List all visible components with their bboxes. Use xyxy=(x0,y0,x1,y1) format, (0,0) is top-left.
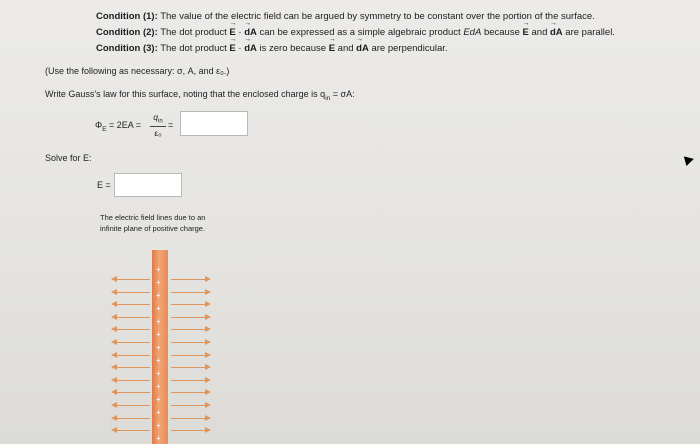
caption-line-2: infinite plane of positive charge. xyxy=(100,224,206,233)
gauss-mid: = 2EA = xyxy=(106,120,142,130)
gauss-answer-input[interactable] xyxy=(180,111,248,136)
condition-2-label: Condition (2): xyxy=(96,27,158,38)
condition-2-because: because xyxy=(481,27,523,38)
plus-charge-icon: + xyxy=(156,395,161,404)
condition-1 xyxy=(96,11,595,22)
vector-da: → dA xyxy=(244,27,257,38)
field-arrow-right-icon xyxy=(171,380,207,381)
plus-charge-icon: + xyxy=(156,317,161,326)
plus-charge-icon: + xyxy=(156,421,161,430)
condition-1-label: Condition (1): xyxy=(96,11,158,22)
and-word: and xyxy=(335,43,357,54)
field-arrow-left-icon xyxy=(115,292,150,293)
field-arrow-right-icon xyxy=(171,392,207,393)
numerator-sub: in xyxy=(158,118,163,125)
field-arrow-left-icon xyxy=(115,342,150,343)
eda-term: EdA xyxy=(463,27,482,38)
instruction-sub: in xyxy=(325,94,331,102)
use-following-note: (Use the following as necessary: σ, A, and ε₀.) xyxy=(45,66,230,76)
fraction-denominator: ε₀ xyxy=(154,127,162,138)
condition-3-post: is zero because xyxy=(256,43,329,54)
e-answer-input[interactable] xyxy=(114,173,182,197)
condition-3 xyxy=(96,43,448,54)
field-arrow-right-icon xyxy=(171,405,207,406)
charged-plane xyxy=(152,250,168,444)
field-arrow-left-icon xyxy=(115,367,150,368)
plus-charge-icon: + xyxy=(156,408,161,417)
plus-charge-icon: + xyxy=(156,330,161,339)
field-arrow-left-icon xyxy=(115,279,150,280)
field-arrow-left-icon xyxy=(115,405,150,406)
fraction-bar xyxy=(150,126,166,127)
vector-da: → dA xyxy=(550,27,563,38)
flux-sub: E xyxy=(102,125,107,133)
instruction-text: Write Gauss's law for this surface, noting that the enclosed charge is q xyxy=(45,89,326,99)
equals-sign: = xyxy=(168,120,174,130)
and-word: and xyxy=(528,27,550,38)
e-equals-label: E = xyxy=(97,180,111,190)
plus-charge-icon: + xyxy=(156,304,161,313)
vector-e: → E xyxy=(229,43,235,54)
field-arrow-right-icon xyxy=(171,418,207,419)
condition-2-end: are parallel. xyxy=(562,27,615,38)
plus-charge-icon: + xyxy=(156,369,161,378)
field-arrow-right-icon xyxy=(171,317,207,318)
caption-line-1: The electric field lines due to an xyxy=(100,213,206,222)
field-arrow-right-icon xyxy=(171,342,207,343)
figure-caption xyxy=(100,212,205,234)
q-over-epsilon-fraction xyxy=(150,112,166,138)
field-arrow-left-icon xyxy=(115,317,150,318)
field-arrow-left-icon xyxy=(115,430,150,431)
field-arrow-left-icon xyxy=(115,392,150,393)
condition-2-pre: The dot product xyxy=(160,27,230,38)
field-arrow-left-icon xyxy=(115,380,150,381)
field-arrow-right-icon xyxy=(171,292,207,293)
field-arrow-right-icon xyxy=(171,430,207,431)
plus-charge-icon: + xyxy=(156,434,161,443)
condition-2-post: can be expressed as a simple algebraic product xyxy=(256,27,464,38)
plus-charge-icon: + xyxy=(156,291,161,300)
field-arrow-right-icon xyxy=(171,279,207,280)
field-arrow-right-icon xyxy=(171,304,207,305)
condition-3-end: are perpendicular. xyxy=(368,43,448,54)
condition-3-label: Condition (3): xyxy=(96,43,158,54)
plus-charge-icon: + xyxy=(156,265,161,274)
instruction-end: = σA: xyxy=(330,89,355,99)
field-arrow-right-icon xyxy=(171,367,207,368)
plus-charge-icon: + xyxy=(156,382,161,391)
plus-charge-icon: + xyxy=(156,278,161,287)
vector-da: → dA xyxy=(244,43,257,54)
vector-e: → E xyxy=(329,43,335,54)
plus-charge-icon: + xyxy=(156,356,161,365)
field-arrow-right-icon xyxy=(171,329,207,330)
dot-symbol: · xyxy=(235,27,245,38)
field-arrow-left-icon xyxy=(115,355,150,356)
field-arrow-left-icon xyxy=(115,304,150,305)
gauss-instruction xyxy=(45,89,355,102)
vector-e: → E xyxy=(229,27,235,38)
flux-symbol: Φ xyxy=(95,120,103,130)
plus-charge-icon: + xyxy=(156,343,161,352)
gauss-equation-lhs xyxy=(95,120,141,133)
fraction-numerator: q xyxy=(153,112,159,122)
field-arrow-right-icon xyxy=(171,355,207,356)
vector-e: → E xyxy=(523,27,529,38)
field-arrow-left-icon xyxy=(115,418,150,419)
vector-da: → dA xyxy=(356,43,369,54)
mouse-cursor-icon xyxy=(684,154,695,166)
condition-3-pre: The dot product xyxy=(160,43,230,54)
condition-1-text: The value of the electric field can be argued by symmetry to be constant over the portion of the surface. xyxy=(160,11,595,22)
solve-label: Solve for E: xyxy=(45,153,92,163)
dot-symbol: · xyxy=(235,43,245,54)
field-arrow-left-icon xyxy=(115,329,150,330)
